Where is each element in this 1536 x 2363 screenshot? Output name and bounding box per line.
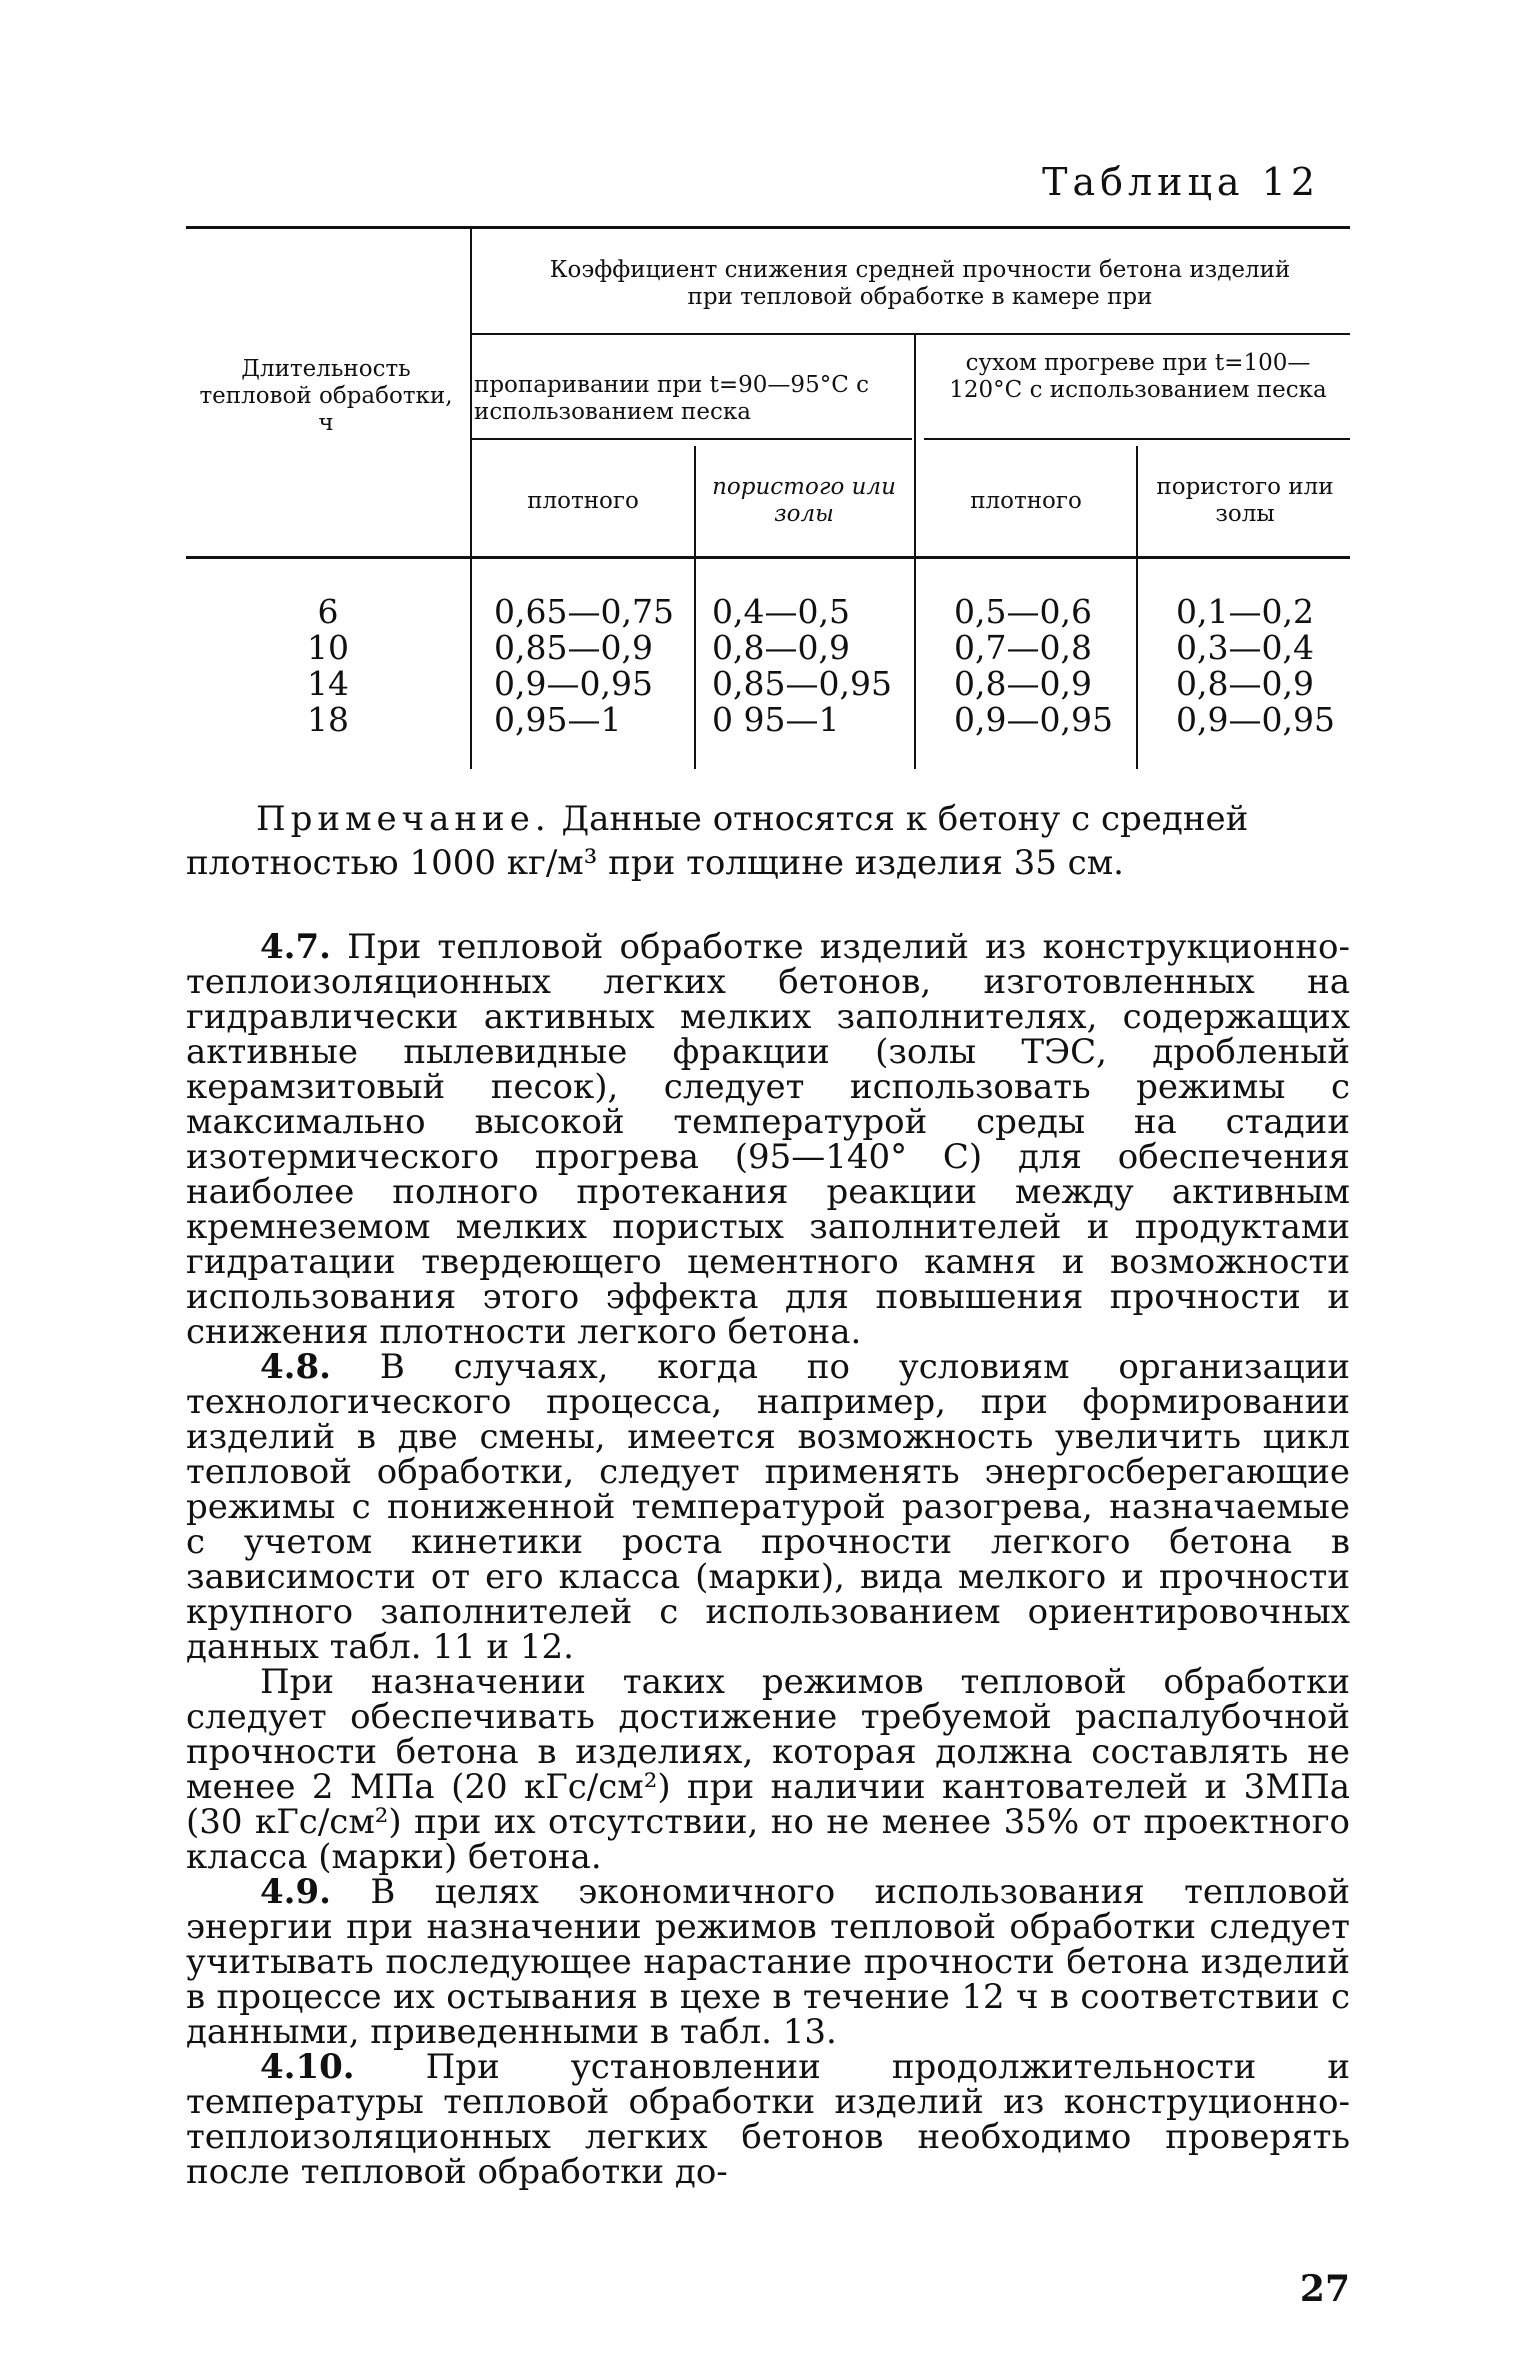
header-bottom-rule [186,556,1350,559]
stub-header: Длительность тепловой обработки, ч [199,356,453,436]
paragraph-number: 4.8. [260,1347,331,1387]
dry-subheader: сухом прогреве при t=100—120°С с использованием песка [949,350,1327,403]
paragraph-number: 4.7. [260,927,331,967]
paragraph-text: При назначении таких режимов тепловой обработки следует обеспечивать достижение требуемой распалубочной прочности бетона в изделиях, которая должна составлять не менее 2 МПа (20 кГс/см²) при наличии кантователей и 3МПа (30 кГс/см²) при их отсутствии, но не менее 35% от проектного класса (марки) бетона. [186,1662,1350,1877]
subgroup-divider [914,335,916,769]
group-header: Коэффициент снижения средней прочности бетона изделий при тепловой обработке в камере при [549,257,1291,310]
paragraph-4-9 [186,1872,1351,2052]
steam-columns-divider [694,446,696,769]
group-header-underline [472,333,1350,335]
dry-dense-header: плотного [970,488,1082,514]
stub-vertical-rule [470,229,472,769]
paragraph-text: В случаях, когда по условиям организации технологического процесса, например, при формировании изделий в две смены, имеется возможность увеличить цикл тепловой обработки, следует применять энергосберегающие режимы с пониженной температурой разогрева, назначаемые с учетом кинетики роста прочности легкого бетона в зависимости от его класса (марки), вида мелкого и прочности крупного заполнителей с использованием ориентировочных данных табл. 11 и 12. [186,1347,1350,1667]
paragraph-4-8 [186,1347,1350,1667]
note-text: Данные относятся к бетону с средней плотностью 1000 кг/м³ при толщине изделия 35 см. [186,799,1249,883]
paragraph-text: При тепловой обработке изделий из конструкционно-теплоизоляционных легких бетонов, изготовленных на гидравлически активных мелких заполнителях, содержащих активные пылевидные фракции (золы ТЭС, дробленый керамзитовый песок), следует использовать режимы с максимально высокой температурой среды на стадии изотермического прогрева (95—140° С) для обеспечения наиболее полного протекания реакции между активным кремнеземом мелких пористых заполнителей и продуктами гидратации твердеющего цементного камня и возможности использования этого эффекта для повышения прочности и снижения плотности легкого бетона. [186,927,1350,1352]
steam-porous-header: пористого или золы [712,474,896,527]
durations-column: 6 10 14 18 [307,592,349,739]
table-top-rule [186,226,1350,229]
table-caption: Таблица 12 [1042,160,1320,204]
steam-porous-values: 0,4—0,5 0,8—0,9 0,85—0,95 0 95—1 [712,592,892,739]
paragraph-text: В целях экономичного использования тепловой энергии при назначении режимов тепловой обработки следует учитывать последующее нарастание прочности бетона изделий в процессе их остывания в цехе в течение 12 ч в соответствии с данными, приведенными в табл. 13. [186,1872,1351,2052]
note-label: Примечание. [256,799,551,839]
dry-dense-values: 0,5—0,6 0,7—0,8 0,8—0,9 0,9—0,95 [954,592,1113,739]
dry-porous-header: пористого или золы [1156,474,1334,527]
dry-columns-divider [1136,446,1138,769]
dry-porous-values: 0,1—0,2 0,3—0,4 0,8—0,9 0,9—0,95 [1176,592,1335,739]
paragraph-number: 4.10. [260,2047,355,2087]
steam-subheader: пропаривании при t=90—95°С с использованием песка [474,372,869,425]
steam-dense-values: 0,65—0,75 0,85—0,9 0,9—0,95 0,95—1 [494,592,674,739]
subheader-underline-2 [924,438,1350,440]
paragraph-4-10 [186,2047,1350,2192]
paragraph-4-7 [186,927,1350,1352]
paragraph-text: При установлении продолжительности и температуры тепловой обработки изделий из конструционно-теплоизоляционных легких бетонов необходимо проверять после тепловой обработки до- [186,2047,1350,2192]
steam-dense-header: плотного [527,488,639,514]
paragraph-4-8-continued [186,1662,1350,1877]
subheader-underline-1 [472,438,912,440]
page-number: 27 [1299,2268,1350,2310]
body-text [186,927,1351,2192]
paragraph-number: 4.9. [260,1872,331,1912]
table-note [186,797,1350,885]
